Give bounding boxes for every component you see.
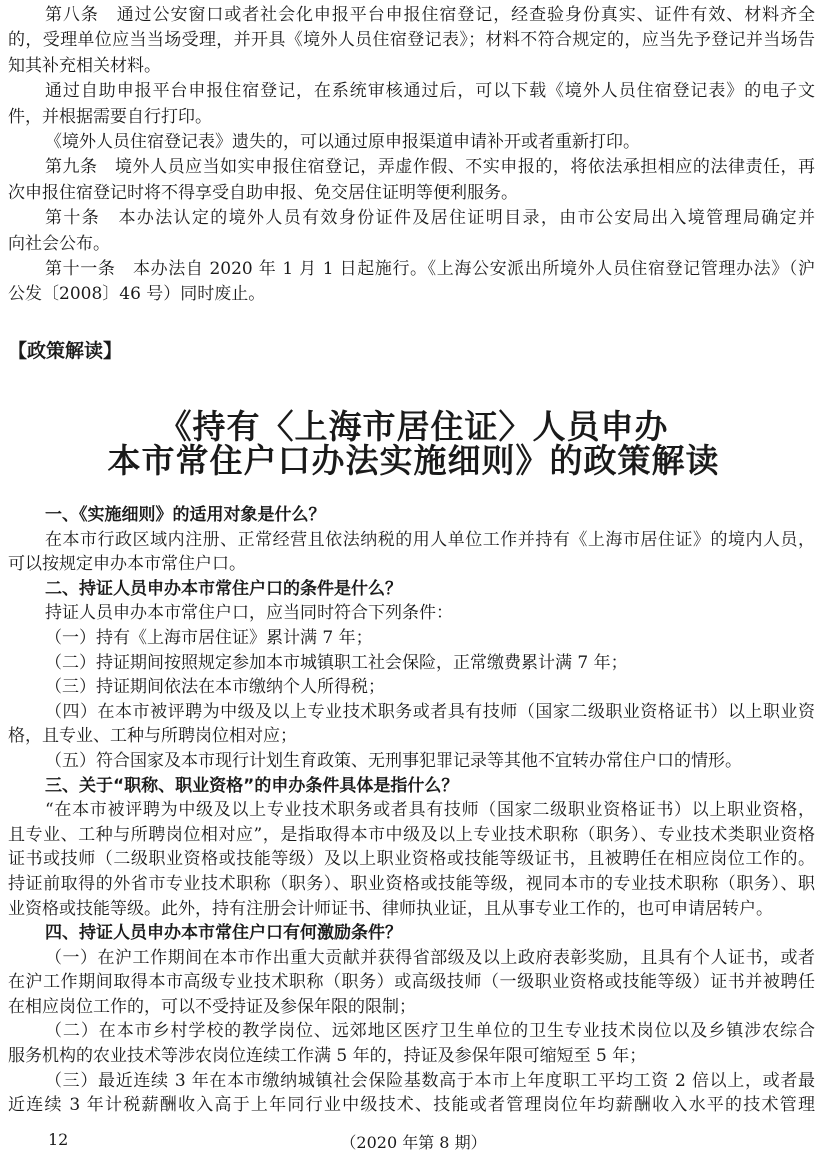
text-line: 公发〔2008〕46 号）同时废止。 — [8, 284, 266, 305]
paragraph — [8, 675, 815, 700]
text-line: 格，且专业、工种与所聘岗位相对应； — [8, 726, 297, 747]
text-line: （二）持证期间按照规定参加本市城镇职工社会保险，正常缴费累计满 7 年； — [45, 652, 628, 673]
text-line: （四）在本市被评聘为中级及以上专业技术职务或者具有技师（国家二级职业资格证书）以上职业资 — [45, 701, 815, 722]
text-line: 近连续 3 年计税薪酬收入高于上年同行业中级技术、技能或者管理岗位年均薪酬收入水平的技术管理 — [8, 1095, 815, 1116]
article-title — [0, 407, 827, 480]
text-line: 次申报住宿登记时将不得享受自助申报、免交居住证明等便利服务。 — [8, 182, 518, 203]
text-line: 业资格或技能等级。此外，持有注册会计师证书、律师执业证，且从事专业工作的，也可申请居转户。 — [8, 898, 773, 919]
section-label: 【政策解读】 — [8, 340, 123, 362]
text-line: 服务机构的农业技术等涉农岗位连续工作满 5 年的，持证及参保年限可缩短至 5 年； — [8, 1046, 647, 1067]
paragraph — [8, 1019, 815, 1068]
paragraph — [8, 130, 815, 155]
text-line: 二、持证人员申办本市常住户口的条件是什么？ — [45, 578, 402, 599]
regulation-articles — [8, 3, 815, 308]
text-line: 《境外人员住宿登记表》遗失的，可以通过原申报渠道申请补开或者重新打印。 — [45, 131, 640, 152]
text-line: （三）最近连续 3 年在本市缴纳城镇社会保险基数高于本市上年度职工平均工资 2 倍以上，或者最 — [45, 1070, 815, 1091]
title-line: 本市常住户口办法实施细则》的政策解读 — [107, 441, 720, 480]
text-line: “在本市被评聘为中级及以上专业技术职务或者具有技师（国家二级职业资格证书）以上职业资格， — [45, 800, 815, 821]
text-line: 第十一条 本办法自 2020 年 1 月 1 日起施行。《上海公安派出所境外人员住宿登记管理办法》（沪 — [45, 258, 815, 279]
paragraph — [8, 626, 815, 651]
text-line: 持证前取得的外省市专业技术职称（职务）、职业资格或技能等级，视同本市的专业技术职称（职务）、职 — [8, 873, 815, 894]
text-line: 三、关于“职称、职业资格”的申办条件具体是指什么？ — [45, 775, 459, 796]
paragraph — [8, 206, 815, 257]
paragraph — [8, 79, 815, 130]
text-line: 四、持证人员申办本市常住户口有何激励条件？ — [45, 923, 402, 944]
text-line: 一、《实施细则》的适用对象是什么？ — [45, 505, 326, 525]
paragraph — [8, 528, 815, 577]
text-line: 可以按规定申办本市常住户口。 — [8, 554, 246, 575]
paragraph — [8, 3, 815, 79]
text-line: 持证人员申办本市常住户口，应当同时符合下列条件： — [45, 603, 453, 624]
text-line: （二）在本市乡村学校的教学岗位、远郊地区医疗卫生单位的卫生专业技术岗位以及乡镇涉农综合 — [45, 1021, 815, 1042]
paragraph — [8, 155, 815, 206]
question-heading — [8, 577, 815, 602]
text-line: 在沪工作期间取得本市高级专业技术职称（职务）或高级技师（一级职业资格或技能等级）证书并被聘任 — [8, 972, 815, 993]
paragraph — [8, 749, 815, 774]
text-line: （五）符合国家及本市现行计划生育政策、无刑事犯罪记录等其他不宜转办常住户口的情形。 — [45, 750, 742, 771]
text-line: 件，并根据需要自行打印。 — [8, 106, 212, 127]
paragraph — [8, 946, 815, 1020]
text-line: 第九条 境外人员应当如实申报住宿登记，弄虚作假、不实申报的，将依法承担相应的法律责任，再 — [45, 157, 815, 178]
text-line: 的，受理单位应当当场受理，并开具《境外人员住宿登记表》；材料不符合规定的，应当先予登记并当场告 — [8, 30, 815, 51]
policy-interpretation-body — [8, 503, 815, 1118]
paragraph — [8, 798, 815, 921]
text-line: （一）在沪工作期间在本市作出重大贡献并获得省部级及以上政府表彰奖励，且具有个人证书，或者 — [45, 947, 815, 968]
paragraph — [8, 601, 815, 626]
paragraph — [8, 651, 815, 676]
text-line: 在相应岗位工作的，可以不受持证及参保年限的限制； — [8, 996, 416, 1017]
text-line: 且专业、工种与所聘岗位相对应”，是指取得本市中级及以上专业技术职称（职务）、专业技术类职业资格 — [8, 824, 815, 845]
text-line: （三）持证期间依法在本市缴纳个人所得税； — [45, 677, 385, 698]
text-line: （一）持有《上海市居住证》累计满 7 年； — [45, 627, 373, 648]
text-line: 通过自助申报平台申报住宿登记，在系统审核通过后，可以下载《境外人员住宿登记表》的电子文 — [45, 81, 815, 102]
text-line: 知其补充相关材料。 — [8, 55, 161, 76]
issue-label: （2020 年第 8 期） — [340, 1133, 487, 1152]
text-line: 向社会公布。 — [8, 233, 110, 254]
text-line: 第八条 通过公安窗口或者社会化申报平台申报住宿登记，经查验身份真实、证件有效、材料齐全 — [45, 5, 815, 25]
question-heading — [8, 503, 815, 528]
title-line: 《持有〈上海市居住证〉人员申办 — [158, 407, 669, 446]
text-line: 在本市行政区域内注册、正常经营且依法纳税的用人单位工作并持有《上海市居住证》的境内人员， — [45, 529, 815, 550]
text-line: 证书或技师（二级职业资格或技能等级）及以上职业资格或技能等级证书，且被聘任在相应岗位工作的。 — [8, 849, 815, 870]
text-line: 第十条 本办法认定的境外人员有效身份证件及居住证明目录，由市公安局出入境管理局确定并 — [45, 208, 815, 229]
paragraph — [8, 257, 815, 308]
question-heading — [8, 774, 815, 799]
paragraph — [8, 1069, 815, 1118]
paragraph — [8, 700, 815, 749]
question-heading — [8, 921, 815, 946]
page-number: 12 — [48, 1130, 69, 1149]
